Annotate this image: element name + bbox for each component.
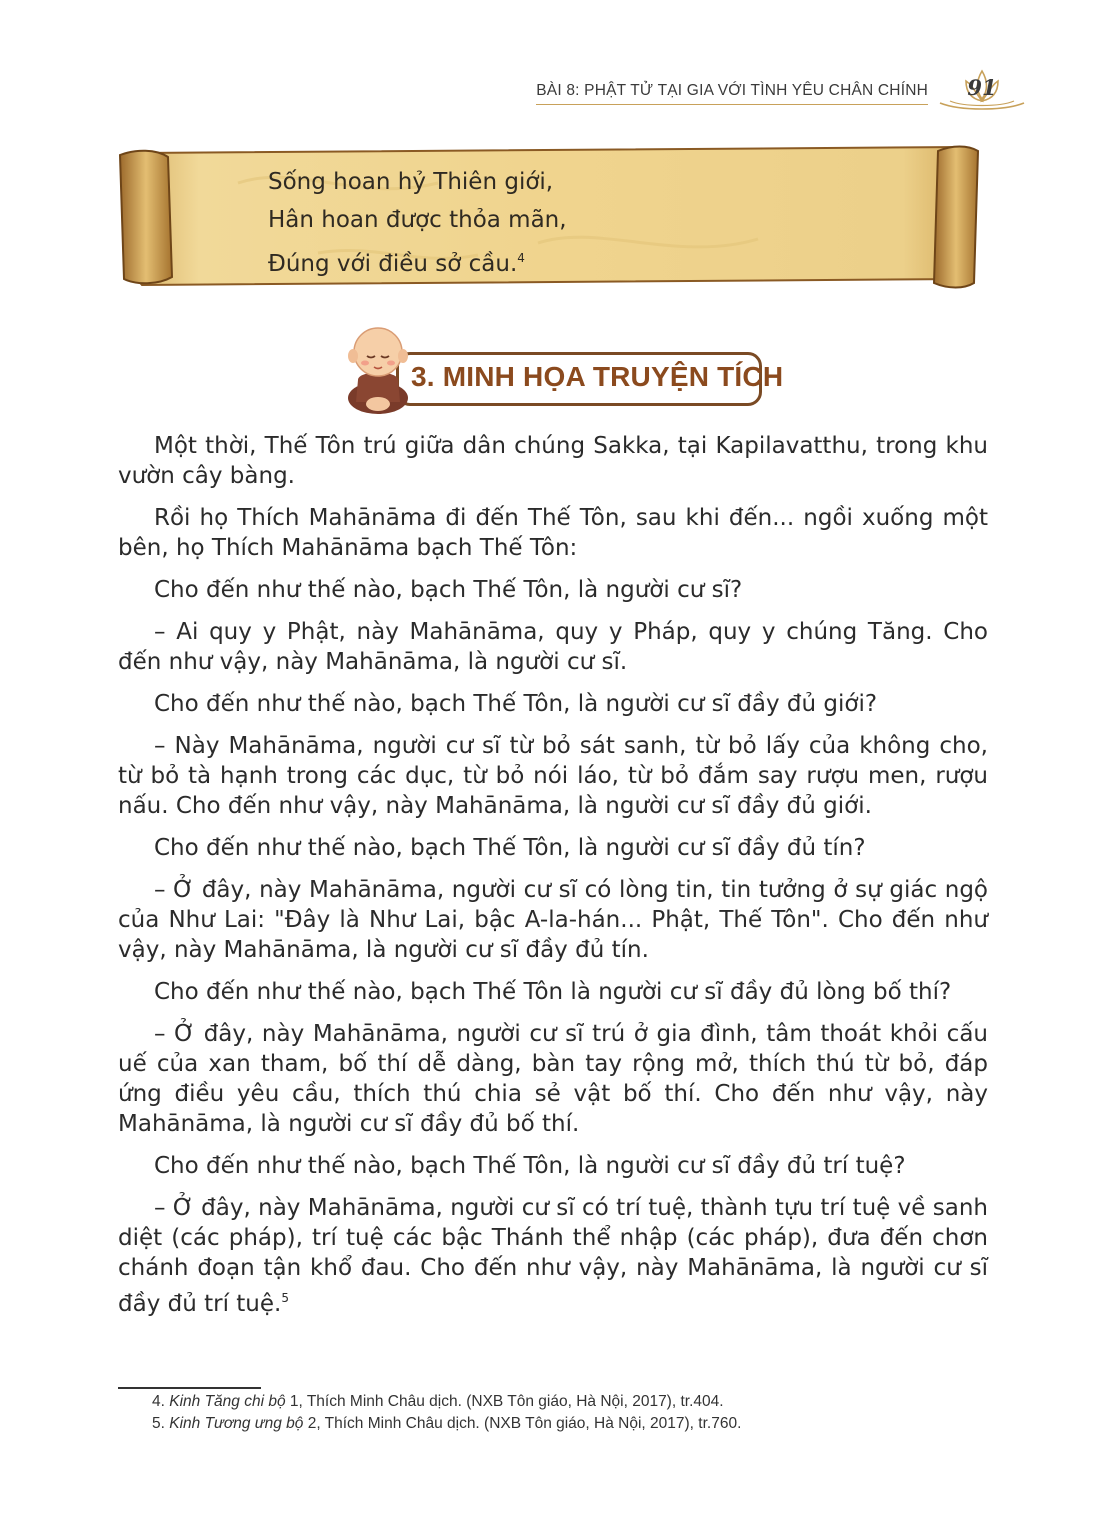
section-heading xyxy=(336,318,784,416)
paragraph: Cho đến như thế nào, bạch Thế Tôn, là người cư sĩ đầy đủ giới? xyxy=(154,691,878,717)
verse-text xyxy=(268,163,567,283)
page-header xyxy=(536,75,1028,108)
paragraph: Cho đến như thế nào, bạch Thế Tôn, là người cư sĩ đầy đủ tín? xyxy=(154,835,866,861)
footnote-ref-5[interactable]: 5 xyxy=(281,1291,289,1305)
paragraph: – Này Mahānāma, người cư sĩ từ bỏ sát sanh, từ bỏ lấy của không cho, từ bỏ tà hạnh trong các dục, từ bỏ nói láo, từ bỏ đắm say rượu men, rượu nấu. Cho đến như vậy, này Mahānāma, là người cư sĩ đầy đủ giới. xyxy=(118,733,988,819)
chapter-title: BÀI 8: PHẬT TỬ TẠI GIA VỚI TÌNH YÊU CHÂN CHÍNH xyxy=(536,82,928,105)
page-number-ornament xyxy=(936,73,1028,113)
story-body xyxy=(118,431,988,1331)
footnote-4: 4. Kinh Tăng chi bộ 1, Thích Minh Châu dịch. (NXB Tôn giáo, Hà Nội, 2017), tr.404. xyxy=(152,1393,724,1410)
section-title: 3. MINH HỌA TRUYỆN TÍCH xyxy=(411,361,784,392)
verse-line: Sống hoan hỷ Thiên giới, xyxy=(268,169,554,195)
paragraph: – Ở đây, này Mahānāma, người cư sĩ trú ở gia đình, tâm thoát khỏi cấu uế của xan tham, bố thí dễ dàng, bàn tay rộng mở, thích thú từ bỏ, đáp ứng điều yêu cầu, thích thú chia sẻ vật bố thí. Cho đến như vậy, này Mahānāma, là người cư sĩ đầy đủ bố thí. xyxy=(118,1021,988,1137)
paragraph: – Ở đây, này Mahānāma, người cư sĩ có trí tuệ, thành tựu trí tuệ về sanh diệt (các pháp), trí tuệ các bậc Thánh thể nhập (các pháp), đưa đến chơn chánh đoạn tận khổ đau. Cho đến như vậy, này Mahānāma, là người cư sĩ đầy đủ trí tuệ.$^5$ xyxy=(118,1195,988,1317)
verse-line: Đúng với điều sở cầu.$^4$ xyxy=(268,251,525,277)
footnote-5: 5. Kinh Tương ưng bộ 2, Thích Minh Châu dịch. (NXB Tôn giáo, Hà Nội, 2017), tr.760. xyxy=(152,1415,742,1432)
monk-icon xyxy=(336,318,426,416)
paragraph: – Ở đây, này Mahānāma, người cư sĩ có lòng tin, tin tưởng ở sự giác ngộ của Như Lai: "Đây là Như Lai, bậc A-la-hán... Phật, Thế Tôn". Cho đến như vậy, này Mahānāma, là người cư sĩ đầy đủ tín. xyxy=(118,877,988,963)
footnote-divider xyxy=(118,1387,261,1389)
paragraph: Cho đến như thế nào, bạch Thế Tôn, là người cư sĩ? xyxy=(154,577,743,603)
paragraph: Rồi họ Thích Mahānāma đi đến Thế Tôn, sau khi đến... ngồi xuống một bên, họ Thích Mahānāma bạch Thế Tôn: xyxy=(118,505,988,561)
footnote-ref-4[interactable]: 4 xyxy=(517,251,525,265)
paragraph: Cho đến như thế nào, bạch Thế Tôn là người cư sĩ đầy đủ lòng bố thí? xyxy=(154,979,952,1005)
paragraph: Một thời, Thế Tôn trú giữa dân chúng Sakka, tại Kapilavatthu, trong khu vườn cây bàng. xyxy=(118,433,988,489)
verse-line: Hân hoan được thỏa mãn, xyxy=(268,207,567,233)
paragraph: Cho đến như thế nào, bạch Thế Tôn, là người cư sĩ đầy đủ trí tuệ? xyxy=(154,1153,906,1179)
page-number: 91 xyxy=(967,75,997,100)
footnotes xyxy=(152,1391,741,1435)
paragraph: – Ai quy y Phật, này Mahānāma, quy y Pháp, quy y chúng Tăng. Cho đến như vậy, này Mahānāma, là người cư sĩ. xyxy=(118,619,988,675)
verse-scroll xyxy=(118,143,980,289)
